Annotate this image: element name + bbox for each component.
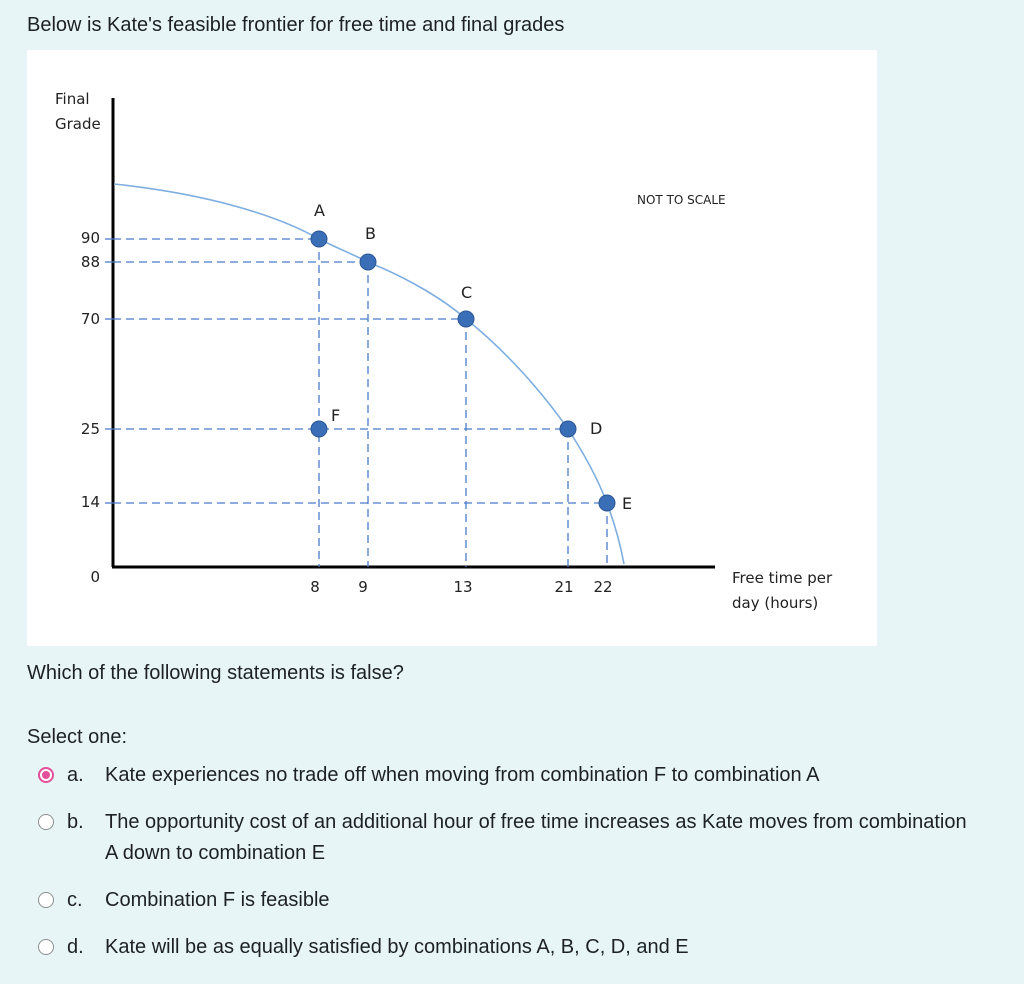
radio-button-a[interactable] bbox=[38, 767, 54, 783]
option-text-d: Kate will be as equally satisfied by combinations A, B, C, D, and E bbox=[105, 936, 689, 958]
answer-option-d[interactable] bbox=[38, 932, 978, 963]
point-e bbox=[599, 495, 615, 511]
x-tick-label: 21 bbox=[554, 578, 574, 596]
option-text-b: The opportunity cost of an additional hour of free time increases as Kate moves from combination A down to combination E bbox=[105, 811, 967, 864]
radio-button-c[interactable] bbox=[38, 892, 54, 908]
x-tick-label: 13 bbox=[453, 578, 473, 596]
x-tick-label: 22 bbox=[593, 578, 613, 596]
point-label-c: C bbox=[461, 283, 473, 302]
y-tick-label: 14 bbox=[80, 493, 100, 511]
answer-option-c[interactable] bbox=[38, 885, 978, 916]
ppf-figure bbox=[27, 50, 877, 646]
point-b bbox=[360, 254, 376, 270]
answer-options bbox=[38, 760, 978, 963]
question-prompt: Which of the following statements is false? bbox=[27, 662, 404, 684]
radio-button-d[interactable] bbox=[38, 939, 54, 955]
point-d bbox=[560, 421, 576, 437]
point-f bbox=[311, 421, 327, 437]
y-tick-label: 90 bbox=[80, 229, 100, 247]
y-tick-label: 88 bbox=[80, 253, 100, 271]
option-letter-a: a. bbox=[67, 764, 84, 786]
x-axis-label-line1: Free time per bbox=[732, 569, 833, 587]
point-c bbox=[458, 311, 474, 327]
radio-button-b[interactable] bbox=[38, 814, 54, 830]
x-axis-label-line2: day (hours) bbox=[732, 594, 819, 612]
point-label-d: D bbox=[590, 419, 603, 438]
point-label-f: F bbox=[331, 406, 341, 425]
x-tick-label: 9 bbox=[358, 578, 368, 596]
x-tick-label: 8 bbox=[310, 578, 320, 596]
option-letter-d: d. bbox=[67, 936, 84, 958]
answer-option-a[interactable] bbox=[38, 760, 978, 791]
option-text-a: Kate experiences no trade off when moving from combination F to combination A bbox=[105, 764, 820, 786]
point-label-a: A bbox=[314, 201, 325, 220]
option-letter-c: c. bbox=[67, 889, 83, 911]
y-tick-label: 0 bbox=[90, 568, 100, 586]
y-axis-label-line2: Grade bbox=[55, 115, 101, 133]
point-a bbox=[311, 231, 327, 247]
point-label-b: B bbox=[365, 224, 376, 243]
y-tick-label: 25 bbox=[80, 420, 100, 438]
question-intro: Below is Kate's feasible frontier for free time and final grades bbox=[27, 14, 565, 36]
point-label-e: E bbox=[622, 494, 633, 513]
option-letter-b: b. bbox=[67, 811, 84, 833]
select-one-label: Select one: bbox=[27, 726, 128, 748]
ppf-chart bbox=[27, 50, 877, 646]
answer-option-b[interactable] bbox=[38, 807, 978, 869]
y-axis-label-line1: Final bbox=[55, 90, 90, 108]
option-text-c: Combination F is feasible bbox=[105, 889, 330, 911]
y-tick-label: 70 bbox=[80, 310, 100, 328]
not-to-scale-note: NOT TO SCALE bbox=[637, 193, 726, 207]
